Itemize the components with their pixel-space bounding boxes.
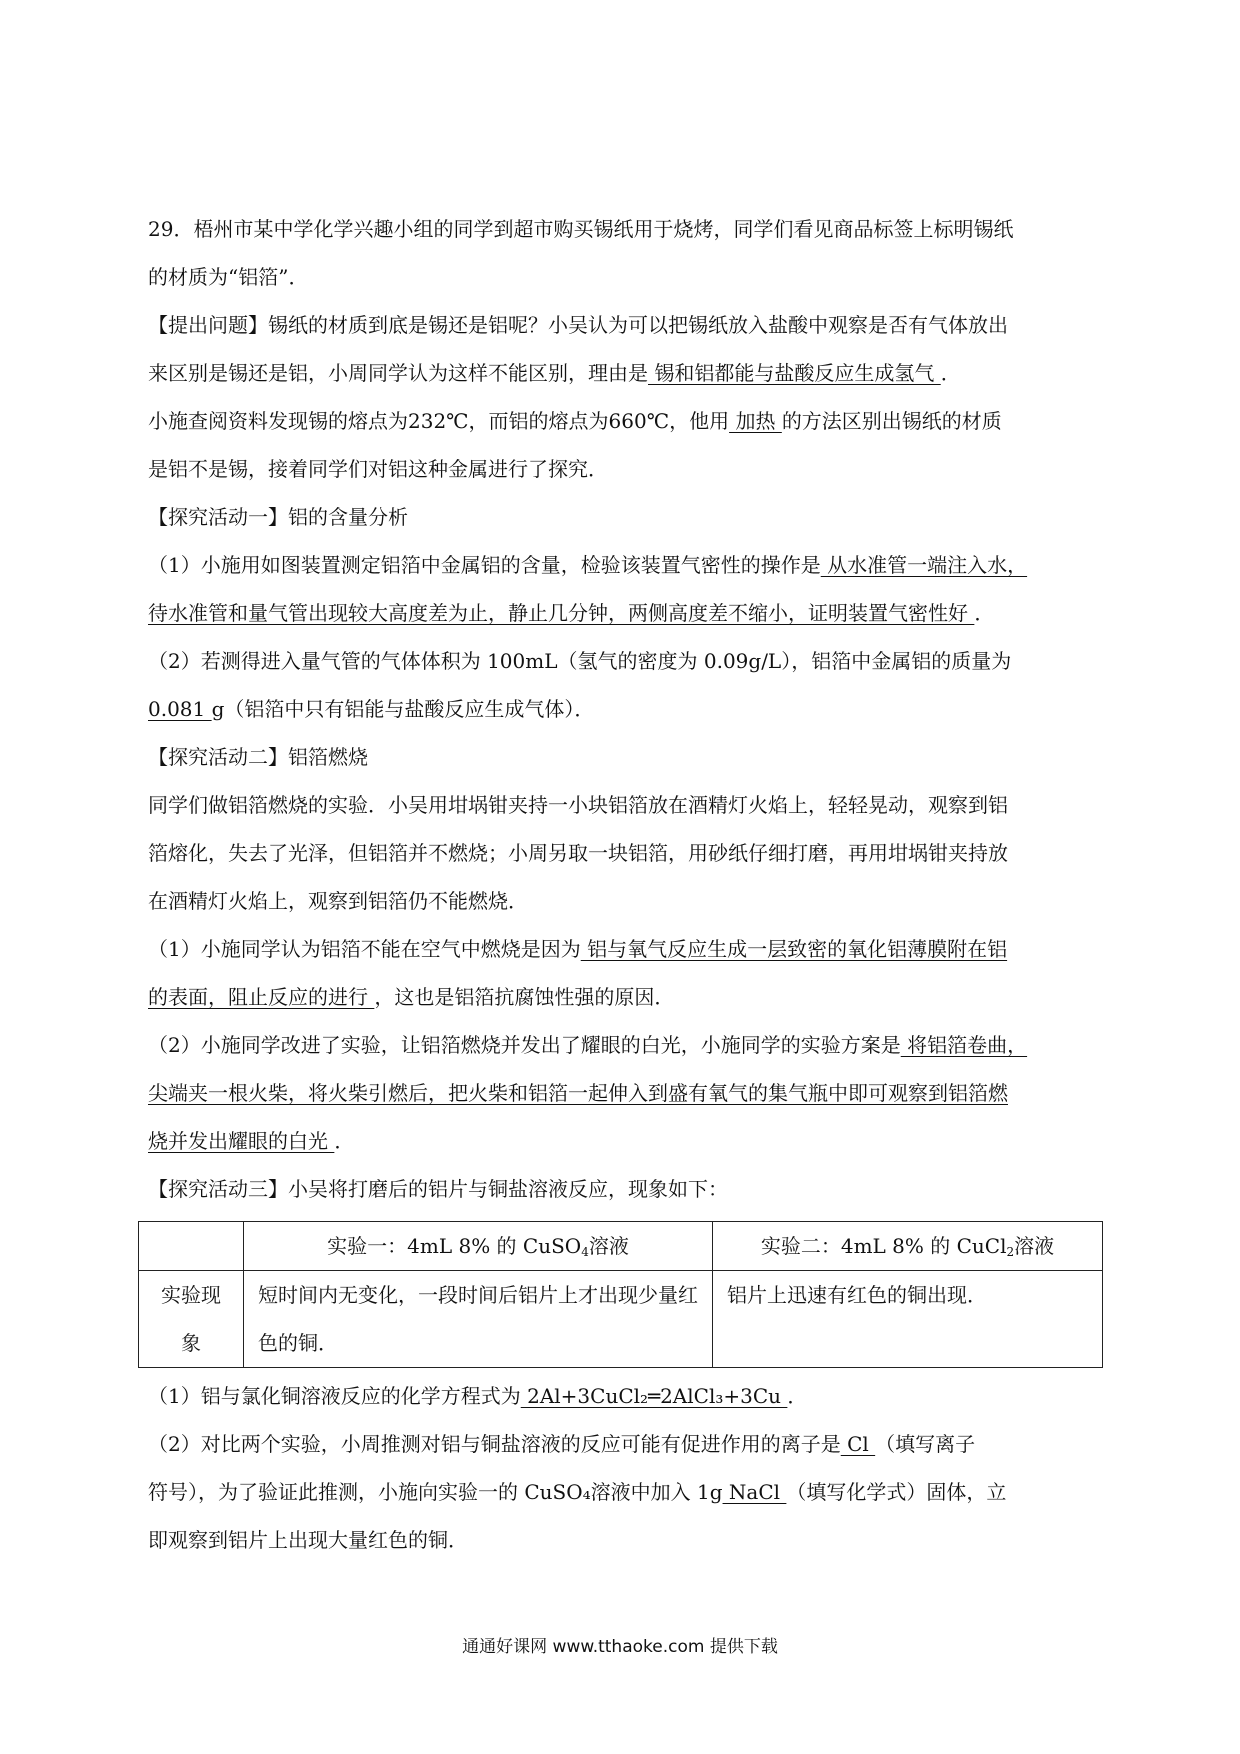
act2-q2-line: 烧并发出耀眼的白光 ．	[148, 1129, 355, 1153]
act1-q2-line: 0.081 g（铝箔中只有铝能与盐酸反应生成气体）．	[148, 697, 595, 721]
problem-line: 来区别是锡还是铝，小周同学认为这样不能区别，理由是 锡和铝都能与盐酸反应生成氢气 ．	[148, 361, 961, 385]
act2-q2-line	[148, 1069, 1103, 1117]
table-header-exp2: 实验二：4mL 8% 的 CuCl$_2$溶液	[713, 1222, 1103, 1271]
experiment-table	[138, 1221, 1103, 1368]
act2-paragraph-line: 箔熔化，失去了光泽，但铝箔并不燃烧；小周另取一块铝箔，用砂纸仔细打磨，再用坩埚钳夹持放	[148, 841, 1008, 865]
table-cell-exp2: 铝片上迅速有红色的铜出现．	[713, 1271, 1103, 1368]
act3-q2-line: 即观察到铝片上出现大量红色的铜．	[148, 1528, 468, 1552]
act1-q1-line: 待水准管和量气管出现较大高度差为止，静止几分钟，两侧高度差不缩小，证明装置气密性好 ．	[148, 601, 995, 625]
answer-blank: Cl	[840, 1432, 876, 1456]
section-title: 【探究活动三】小吴将打磨后的铝片与铜盐溶液反应，现象如下：	[148, 1177, 728, 1201]
page-footer: 通通好课网 www.tthaoke.com 提供下载	[462, 1637, 778, 1657]
problem-line: 【提出问题】锡纸的材质到底是锡还是铝呢？小吴认为可以把锡纸放入盐酸中观察是否有气体放出	[148, 313, 1008, 337]
answer-blank: 将铝箔卷曲，	[900, 1033, 1028, 1057]
answer-blank: 0.081	[148, 697, 212, 721]
act2-q1-line: 的表面，阻止反应的进行 ，这也是铝箔抗腐蚀性强的原因．	[148, 985, 675, 1009]
answer-blank: 从水准管一端注入水，	[820, 553, 1028, 577]
answer-blank: 加热	[729, 409, 782, 433]
question-29	[148, 205, 1103, 1564]
table-row	[139, 1271, 1103, 1368]
section-title: 【探究活动一】铝的含量分析	[148, 505, 408, 529]
intro-line: 29．梧州市某中学化学兴趣小组的同学到超市购买锡纸用于烧烤，同学们看见商品标签上标明锡纸	[148, 217, 1014, 241]
answer-blank: 尖端夹一根火柴，将火柴引燃后，把火柴和铝箔一起伸入到盛有氧气的集气瓶中即可观察到铝箔燃	[148, 1081, 1008, 1105]
table-header-exp1: 实验一：4mL 8% 的 CuSO$_4$溶液	[244, 1222, 713, 1271]
intro-line: 的材质为“铝箔”．	[148, 265, 309, 289]
section-title: 【探究活动二】铝箔燃烧	[148, 745, 368, 769]
act3-q1-line: （1）铝与氯化铜溶液反应的化学方程式为 2Al+3CuCl₂═2AlCl₃+3Cu ．	[148, 1384, 808, 1408]
answer-blank: 待水准管和量气管出现较大高度差为止，静止几分钟，两侧高度差不缩小，证明装置气密性好	[148, 601, 975, 625]
answer-blank: 锡和铝都能与盐酸反应生成氢气	[648, 361, 941, 385]
act3-q2-line: （2）对比两个实验，小周推测对铝与铜盐溶液的反应可能有促进作用的离子是 Cl （填写离子	[148, 1432, 976, 1456]
answer-blank: NaCl	[722, 1480, 787, 1504]
act2-q1-line: （1）小施同学认为铝箔不能在空气中燃烧是因为 铝与氧气反应生成一层致密的氧化铝薄膜附在铝	[148, 937, 1008, 961]
act3-q2-line: 符号），为了验证此推测，小施向实验一的 CuSO₄溶液中加入 1g NaCl （填写化学式）固体，立	[148, 1480, 1007, 1504]
act1-q2-line: （2）若测得进入量气管的气体体积为 100mL（氢气的密度为 0.09g/L），铝箔中金属铝的质量为	[148, 649, 1012, 673]
answer-blank: 的表面，阻止反应的进行	[148, 985, 375, 1009]
melt-line: 小施查阅资料发现锡的熔点为232℃，而铝的熔点为660℃，他用 加热 的方法区别出锡纸的材质	[148, 409, 1002, 433]
act1-q1-line: （1）小施用如图装置测定铝箔中金属铝的含量，检验该装置气密性的操作是 从水准管一端注入水，	[148, 553, 1028, 577]
table-row	[139, 1222, 1103, 1271]
melt-line: 是铝不是锡，接着同学们对铝这种金属进行了探究．	[148, 457, 608, 481]
table-row-label: 实验现象	[139, 1271, 244, 1368]
act2-q2-line: （2）小施同学改进了实验，让铝箔燃烧并发出了耀眼的白光，小施同学的实验方案是 将铝箔卷曲，	[148, 1033, 1028, 1057]
table-cell-empty	[139, 1222, 244, 1271]
act2-paragraph-line: 在酒精灯火焰上，观察到铝箔仍不能燃烧．	[148, 889, 528, 913]
answer-blank: 烧并发出耀眼的白光	[148, 1129, 335, 1153]
answer-blank: 2Al+3CuCl₂═2AlCl₃+3Cu	[520, 1384, 788, 1408]
answer-blank: 铝与氧气反应生成一层致密的氧化铝薄膜附在铝	[580, 937, 1008, 961]
act2-paragraph-line: 同学们做铝箔燃烧的实验．小吴用坩埚钳夹持一小块铝箔放在酒精灯火焰上，轻轻晃动，观察到铝	[148, 793, 1008, 817]
table-cell-exp1: 短时间内无变化，一段时间后铝片上才出现少量红色的铜．	[244, 1271, 713, 1368]
